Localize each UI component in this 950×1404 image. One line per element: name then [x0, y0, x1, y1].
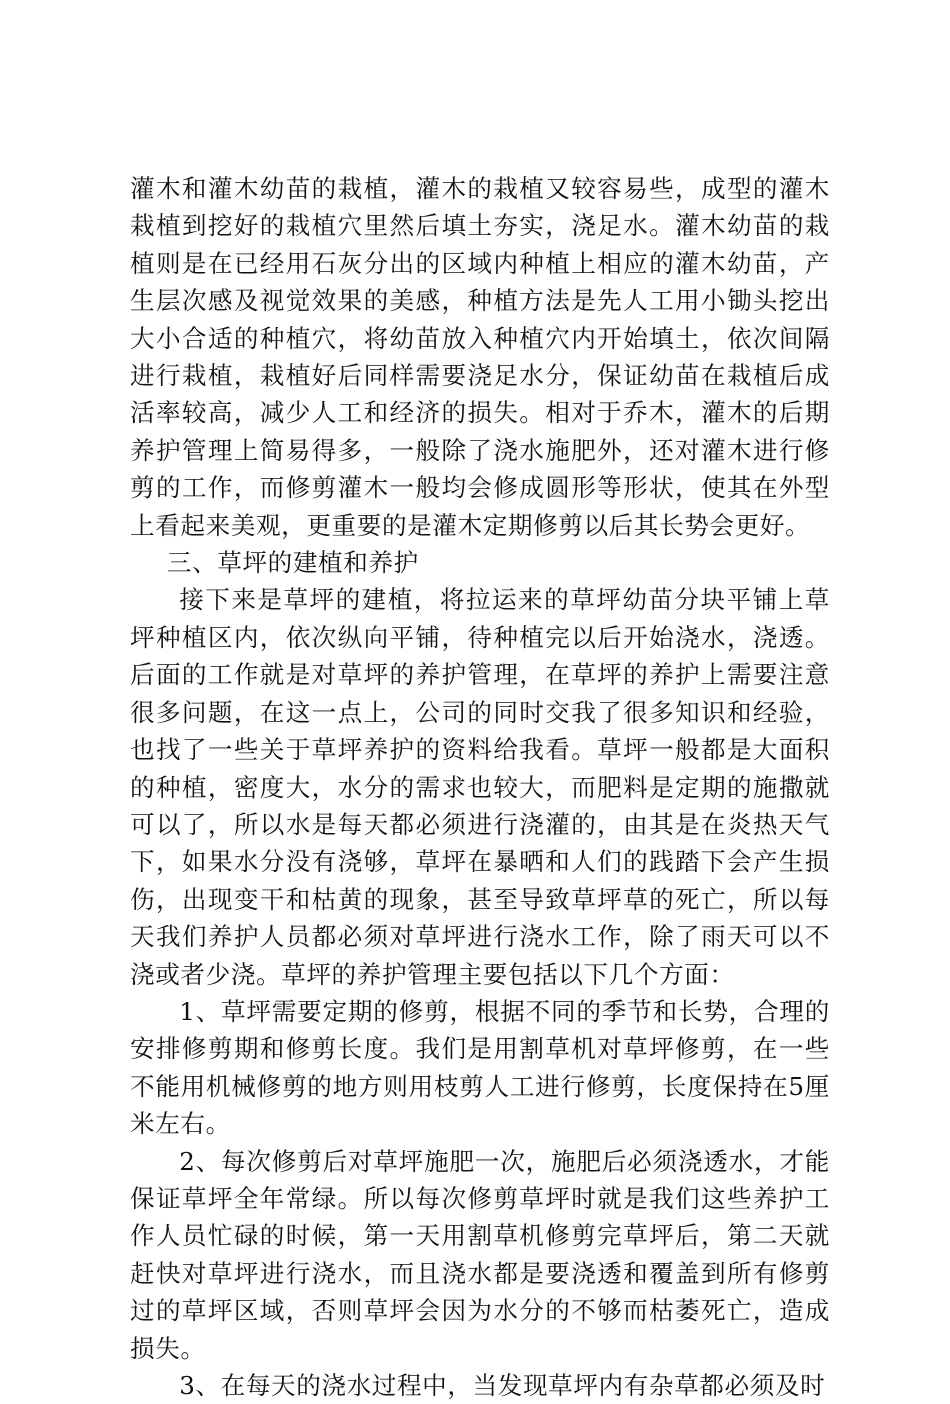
list-item-mowing: 1、草坪需要定期的修剪，根据不同的季节和长势，合理的安排修剪期和修剪长度。我们是用割草机对草坪修剪，在一些不能用机械修剪的地方则用枝剪人工进行修剪，长度保持在5厘米左右。: [130, 996, 830, 1139]
list-item-fertilizing: 2、每次修剪后对草坪施肥一次，施肥后必须浇透水，才能保证草坪全年常绿。所以每次修剪草坪时就是我们这些养护工作人员忙碌的时候，第一天用割草机修剪完草坪后，第二天就赶快对草坪进行浇水，而且浇水都是要浇透和覆盖到所有修剪过的草坪区域，否则草坪会因为水分的不够而枯萎死亡，造成损失。: [130, 1146, 830, 1363]
paragraph-shrub-planting: 灌木和灌木幼苗的栽植，灌木的栽植又较容易些，成型的灌木栽植到挖好的栽植穴里然后填土夯实，浇足水。灌木幼苗的栽植则是在已经用石灰分出的区域内种植上相应的灌木幼苗，产生层次感及视觉效果的美感，种植方法是先人工用小锄头挖出大小合适的种植穴，将幼苗放入种植穴内开始填土，依次间隔进行栽植，栽植好后同样需要浇足水分，保证幼苗在栽植后成活率较高，减少人工和经济的损失。相对于乔木，灌木的后期养护管理上简易得多，一般除了浇水施肥外，还对灌木进行修剪的工作，而修剪灌木一般均会修成圆形等形状，使其在外型上看起来美观，更重要的是灌木定期修剪以后其长势会更好。: [130, 174, 830, 540]
paragraph-lawn-establishment: 接下来是草坪的建植，将拉运来的草坪幼苗分块平铺上草坪种植区内，依次纵向平铺，待种植完以后开始浇水，浇透。后面的工作就是对草坪的养护管理，在草坪的养护上需要注意很多问题，在这一点上，公司的同时交我了很多知识和经验，也找了一些关于草坪养护的资料给我看。草坪一般都是大面积的种植，密度大，水分的需求也较大，而肥料是定期的施撒就可以了，所以水是每天都必须进行浇灌的，由其是在炎热天气下，如果水分没有浇够，草坪在暴晒和人们的践踏下会产生损伤，出现变干和枯黄的现象，甚至导致草坪草的死亡，所以每天我们养护人员都必须对草坪进行浇水工作，除了雨天可以不浇或者少浇。草坪的养护管理主要包括以下几个方面：: [130, 585, 830, 989]
document-body: [130, 170, 830, 1404]
list-item-weeding: 3、在每天的浇水过程中，当发现草坪内有杂草都必须及时: [179, 1371, 826, 1400]
section-heading-lawn: 三、草坪的建植和养护: [166, 548, 419, 578]
